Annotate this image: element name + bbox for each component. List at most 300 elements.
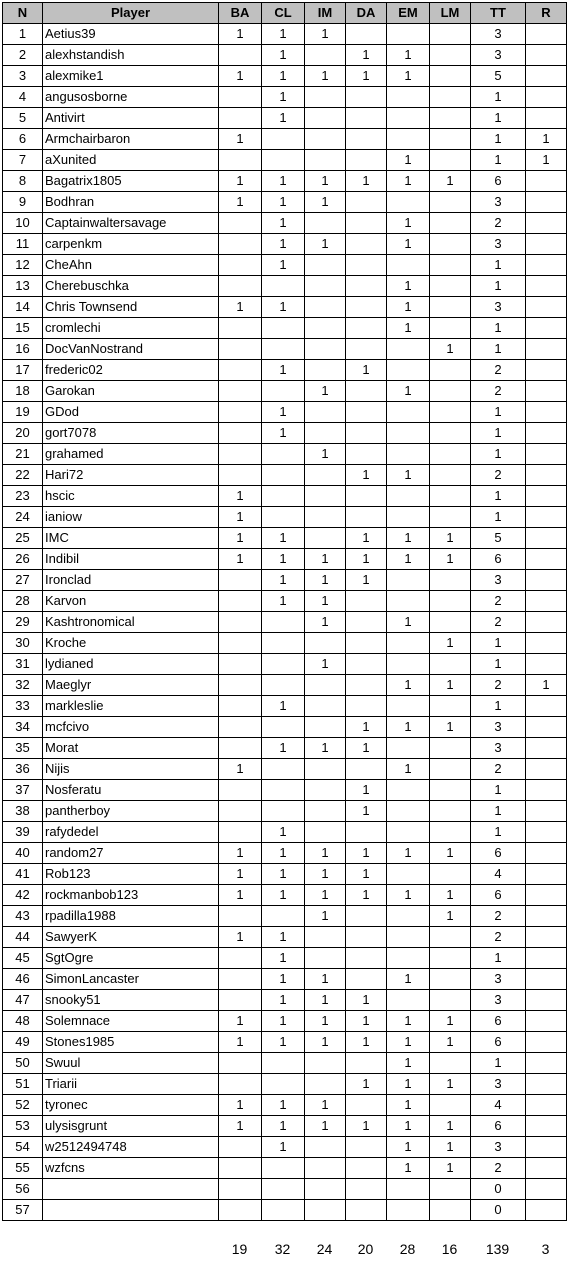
cell-player: Aetius39 [43, 24, 219, 45]
cell-cl: 1 [262, 1032, 305, 1053]
cell-tt: 0 [471, 1200, 526, 1221]
cell-n: 4 [3, 87, 43, 108]
cell-r: 1 [526, 675, 567, 696]
cell-da [346, 696, 387, 717]
table-row [3, 654, 567, 675]
cell-im [305, 528, 346, 549]
cell-n: 12 [3, 255, 43, 276]
cell-da [346, 24, 387, 45]
cell-r [526, 780, 567, 801]
cell-r [526, 192, 567, 213]
cell-n: 53 [3, 1116, 43, 1137]
cell-tt: 1 [471, 780, 526, 801]
cell-tt: 0 [471, 1179, 526, 1200]
cell-lm [430, 570, 471, 591]
cell-tt: 6 [471, 1116, 526, 1137]
cell-n: 42 [3, 885, 43, 906]
cell-im [305, 633, 346, 654]
cell-da [346, 318, 387, 339]
cell-tt: 2 [471, 360, 526, 381]
table-row [3, 45, 567, 66]
header-ba: BA [219, 3, 262, 24]
cell-ba [219, 45, 262, 66]
cell-im [305, 927, 346, 948]
cell-tt: 2 [471, 1158, 526, 1179]
cell-player: gort7078 [43, 423, 219, 444]
cell-lm [430, 444, 471, 465]
cell-player: Stones1985 [43, 1032, 219, 1053]
cell-cl [262, 381, 305, 402]
cell-im: 1 [305, 192, 346, 213]
cell-player: carpenkm [43, 234, 219, 255]
cell-ba [219, 570, 262, 591]
cell-r [526, 1095, 567, 1116]
cell-cl: 1 [262, 360, 305, 381]
cell-player: rafydedel [43, 822, 219, 843]
cell-n: 1 [3, 24, 43, 45]
scores-table [2, 2, 567, 1221]
cell-da [346, 1137, 387, 1158]
cell-im: 1 [305, 381, 346, 402]
cell-da [346, 108, 387, 129]
cell-r [526, 1053, 567, 1074]
cell-em: 1 [387, 171, 430, 192]
cell-da [346, 969, 387, 990]
table-row [3, 1137, 567, 1158]
cell-r [526, 360, 567, 381]
cell-n: 29 [3, 612, 43, 633]
cell-n: 34 [3, 717, 43, 738]
total-im: 24 [316, 1241, 333, 1257]
cell-player: frederic02 [43, 360, 219, 381]
total-em: 28 [399, 1241, 416, 1257]
cell-cl [262, 444, 305, 465]
cell-da: 1 [346, 570, 387, 591]
cell-da [346, 1200, 387, 1221]
cell-da: 1 [346, 549, 387, 570]
cell-ba: 1 [219, 1116, 262, 1137]
cell-tt: 2 [471, 927, 526, 948]
cell-em: 1 [387, 759, 430, 780]
cell-r [526, 717, 567, 738]
table-row [3, 948, 567, 969]
cell-player: random27 [43, 843, 219, 864]
cell-da [346, 129, 387, 150]
cell-em [387, 591, 430, 612]
cell-cl [262, 1074, 305, 1095]
table-row [3, 297, 567, 318]
cell-lm [430, 969, 471, 990]
cell-n: 43 [3, 906, 43, 927]
cell-im: 1 [305, 654, 346, 675]
table-row [3, 759, 567, 780]
cell-tt: 1 [471, 633, 526, 654]
cell-im: 1 [305, 24, 346, 45]
cell-em: 1 [387, 717, 430, 738]
cell-lm [430, 150, 471, 171]
cell-lm: 1 [430, 528, 471, 549]
cell-player: Triarii [43, 1074, 219, 1095]
cell-n: 13 [3, 276, 43, 297]
cell-r [526, 927, 567, 948]
cell-im [305, 486, 346, 507]
cell-ba [219, 150, 262, 171]
cell-tt: 6 [471, 1011, 526, 1032]
cell-da: 1 [346, 738, 387, 759]
cell-player: grahamed [43, 444, 219, 465]
cell-ba: 1 [219, 927, 262, 948]
cell-n: 16 [3, 339, 43, 360]
cell-da: 1 [346, 1011, 387, 1032]
cell-em [387, 1179, 430, 1200]
cell-n: 15 [3, 318, 43, 339]
cell-cl [262, 717, 305, 738]
cell-r [526, 339, 567, 360]
cell-em: 1 [387, 66, 430, 87]
cell-em: 1 [387, 1158, 430, 1179]
cell-tt: 2 [471, 906, 526, 927]
cell-im [305, 465, 346, 486]
cell-im [305, 822, 346, 843]
total-lm: 16 [441, 1241, 458, 1257]
cell-tt: 3 [471, 738, 526, 759]
cell-im [305, 339, 346, 360]
cell-player: hscic [43, 486, 219, 507]
cell-da [346, 1158, 387, 1179]
cell-im [305, 87, 346, 108]
cell-lm [430, 654, 471, 675]
cell-lm [430, 990, 471, 1011]
cell-ba: 1 [219, 66, 262, 87]
cell-cl: 1 [262, 1116, 305, 1137]
cell-em [387, 696, 430, 717]
cell-r [526, 1137, 567, 1158]
cell-ba: 1 [219, 1095, 262, 1116]
cell-em [387, 906, 430, 927]
cell-ba [219, 1137, 262, 1158]
cell-da [346, 654, 387, 675]
cell-ba [219, 87, 262, 108]
cell-r [526, 507, 567, 528]
cell-lm: 1 [430, 1074, 471, 1095]
cell-tt: 1 [471, 507, 526, 528]
cell-em: 1 [387, 885, 430, 906]
cell-cl: 1 [262, 171, 305, 192]
cell-player: GDod [43, 402, 219, 423]
cell-em: 1 [387, 318, 430, 339]
cell-r [526, 633, 567, 654]
cell-tt: 1 [471, 801, 526, 822]
cell-im: 1 [305, 570, 346, 591]
cell-tt: 6 [471, 171, 526, 192]
cell-r [526, 801, 567, 822]
cell-n: 3 [3, 66, 43, 87]
cell-n: 2 [3, 45, 43, 66]
cell-ba: 1 [219, 864, 262, 885]
cell-em [387, 507, 430, 528]
cell-ba [219, 234, 262, 255]
cell-ba: 1 [219, 24, 262, 45]
cell-r [526, 1179, 567, 1200]
cell-da: 1 [346, 1074, 387, 1095]
cell-em [387, 402, 430, 423]
cell-n: 37 [3, 780, 43, 801]
cell-im [305, 108, 346, 129]
cell-lm [430, 738, 471, 759]
cell-tt: 3 [471, 1137, 526, 1158]
cell-r [526, 948, 567, 969]
cell-n: 56 [3, 1179, 43, 1200]
cell-lm [430, 1179, 471, 1200]
cell-em: 1 [387, 843, 430, 864]
cell-n: 54 [3, 1137, 43, 1158]
cell-cl [262, 1200, 305, 1221]
cell-tt: 1 [471, 696, 526, 717]
cell-r [526, 66, 567, 87]
cell-ba: 1 [219, 885, 262, 906]
cell-cl: 1 [262, 738, 305, 759]
cell-tt: 1 [471, 948, 526, 969]
cell-r [526, 759, 567, 780]
cell-da [346, 948, 387, 969]
cell-im: 1 [305, 864, 346, 885]
cell-cl [262, 339, 305, 360]
header-row [3, 3, 567, 24]
cell-tt: 4 [471, 864, 526, 885]
cell-r [526, 1074, 567, 1095]
cell-em [387, 339, 430, 360]
cell-cl [262, 633, 305, 654]
cell-lm [430, 66, 471, 87]
cell-em: 1 [387, 1011, 430, 1032]
cell-n: 11 [3, 234, 43, 255]
cell-da [346, 297, 387, 318]
cell-em [387, 486, 430, 507]
cell-em: 1 [387, 1116, 430, 1137]
cell-da: 1 [346, 885, 387, 906]
cell-player: SawyerK [43, 927, 219, 948]
cell-lm [430, 45, 471, 66]
cell-n: 19 [3, 402, 43, 423]
table-row [3, 675, 567, 696]
cell-player: alexhstandish [43, 45, 219, 66]
cell-da: 1 [346, 864, 387, 885]
cell-n: 18 [3, 381, 43, 402]
cell-player: Karvon [43, 591, 219, 612]
cell-tt: 2 [471, 591, 526, 612]
cell-tt: 1 [471, 150, 526, 171]
cell-n: 49 [3, 1032, 43, 1053]
cell-ba: 1 [219, 486, 262, 507]
cell-cl: 1 [262, 24, 305, 45]
total-r: 3 [541, 1241, 550, 1257]
cell-ba [219, 423, 262, 444]
table-row [3, 528, 567, 549]
cell-im: 1 [305, 738, 346, 759]
cell-da: 1 [346, 1032, 387, 1053]
cell-cl [262, 1158, 305, 1179]
header-player: Player [43, 3, 219, 24]
cell-lm [430, 822, 471, 843]
cell-ba [219, 612, 262, 633]
cell-r [526, 612, 567, 633]
table-row [3, 129, 567, 150]
cell-r [526, 549, 567, 570]
cell-player: Ironclad [43, 570, 219, 591]
cell-cl: 1 [262, 864, 305, 885]
cell-player: w2512494748 [43, 1137, 219, 1158]
cell-cl: 1 [262, 843, 305, 864]
cell-r [526, 570, 567, 591]
cell-n: 44 [3, 927, 43, 948]
cell-r [526, 906, 567, 927]
cell-n: 17 [3, 360, 43, 381]
cell-tt: 3 [471, 192, 526, 213]
cell-im [305, 759, 346, 780]
cell-player: pantherboy [43, 801, 219, 822]
cell-lm: 1 [430, 549, 471, 570]
cell-n: 27 [3, 570, 43, 591]
cell-cl [262, 129, 305, 150]
cell-cl: 1 [262, 402, 305, 423]
cell-r [526, 654, 567, 675]
cell-im [305, 360, 346, 381]
cell-ba [219, 822, 262, 843]
cell-im [305, 696, 346, 717]
cell-ba [219, 738, 262, 759]
cell-lm [430, 297, 471, 318]
table-row [3, 612, 567, 633]
cell-im [305, 129, 346, 150]
table-row [3, 150, 567, 171]
cell-tt: 1 [471, 1053, 526, 1074]
cell-r [526, 213, 567, 234]
cell-cl: 1 [262, 255, 305, 276]
cell-tt: 3 [471, 45, 526, 66]
cell-em [387, 801, 430, 822]
cell-im: 1 [305, 843, 346, 864]
cell-n: 57 [3, 1200, 43, 1221]
cell-da [346, 486, 387, 507]
cell-tt: 3 [471, 570, 526, 591]
cell-da [346, 1095, 387, 1116]
cell-em: 1 [387, 276, 430, 297]
cell-lm [430, 612, 471, 633]
table-row [3, 1011, 567, 1032]
cell-lm: 1 [430, 885, 471, 906]
cell-im [305, 801, 346, 822]
cell-ba [219, 1158, 262, 1179]
cell-tt: 3 [471, 297, 526, 318]
cell-em: 1 [387, 1032, 430, 1053]
cell-lm: 1 [430, 633, 471, 654]
cell-lm: 1 [430, 1032, 471, 1053]
cell-r [526, 234, 567, 255]
total-cl: 32 [274, 1241, 291, 1257]
cell-r [526, 843, 567, 864]
cell-lm [430, 591, 471, 612]
cell-lm [430, 24, 471, 45]
cell-cl [262, 654, 305, 675]
cell-em: 1 [387, 45, 430, 66]
cell-em [387, 108, 430, 129]
cell-ba [219, 969, 262, 990]
cell-player: Antivirt [43, 108, 219, 129]
cell-da [346, 906, 387, 927]
cell-ba [219, 276, 262, 297]
cell-ba [219, 108, 262, 129]
cell-im [305, 1179, 346, 1200]
cell-ba [219, 1179, 262, 1200]
cell-cl [262, 675, 305, 696]
cell-em [387, 822, 430, 843]
cell-da: 1 [346, 171, 387, 192]
cell-tt: 2 [471, 612, 526, 633]
cell-im: 1 [305, 234, 346, 255]
cell-lm: 1 [430, 1137, 471, 1158]
cell-r [526, 864, 567, 885]
cell-da [346, 1179, 387, 1200]
cell-lm [430, 927, 471, 948]
table-row [3, 444, 567, 465]
cell-da [346, 192, 387, 213]
cell-im: 1 [305, 444, 346, 465]
cell-da [346, 87, 387, 108]
cell-player: Rob123 [43, 864, 219, 885]
cell-r [526, 969, 567, 990]
cell-player: Chris Townsend [43, 297, 219, 318]
cell-im [305, 507, 346, 528]
cell-ba [219, 339, 262, 360]
cell-player: snooky51 [43, 990, 219, 1011]
cell-da [346, 276, 387, 297]
cell-cl [262, 780, 305, 801]
cell-tt: 2 [471, 759, 526, 780]
cell-player: Bodhran [43, 192, 219, 213]
cell-n: 8 [3, 171, 43, 192]
cell-ba [219, 675, 262, 696]
cell-ba [219, 990, 262, 1011]
table-row [3, 969, 567, 990]
cell-tt: 1 [471, 423, 526, 444]
cell-im: 1 [305, 906, 346, 927]
cell-da: 1 [346, 66, 387, 87]
cell-ba [219, 654, 262, 675]
table-row [3, 1095, 567, 1116]
cell-ba [219, 633, 262, 654]
cell-r [526, 276, 567, 297]
table-row [3, 381, 567, 402]
cell-em [387, 654, 430, 675]
cell-da: 1 [346, 990, 387, 1011]
table-row [3, 213, 567, 234]
cell-lm [430, 1095, 471, 1116]
cell-lm: 1 [430, 675, 471, 696]
cell-r [526, 318, 567, 339]
cell-em [387, 948, 430, 969]
cell-n: 48 [3, 1011, 43, 1032]
cell-im [305, 297, 346, 318]
cell-r [526, 255, 567, 276]
cell-lm: 1 [430, 843, 471, 864]
header-em: EM [387, 3, 430, 24]
cell-tt: 3 [471, 969, 526, 990]
cell-ba [219, 255, 262, 276]
cell-player: cromlechi [43, 318, 219, 339]
cell-lm [430, 423, 471, 444]
cell-n: 52 [3, 1095, 43, 1116]
cell-tt: 6 [471, 1032, 526, 1053]
